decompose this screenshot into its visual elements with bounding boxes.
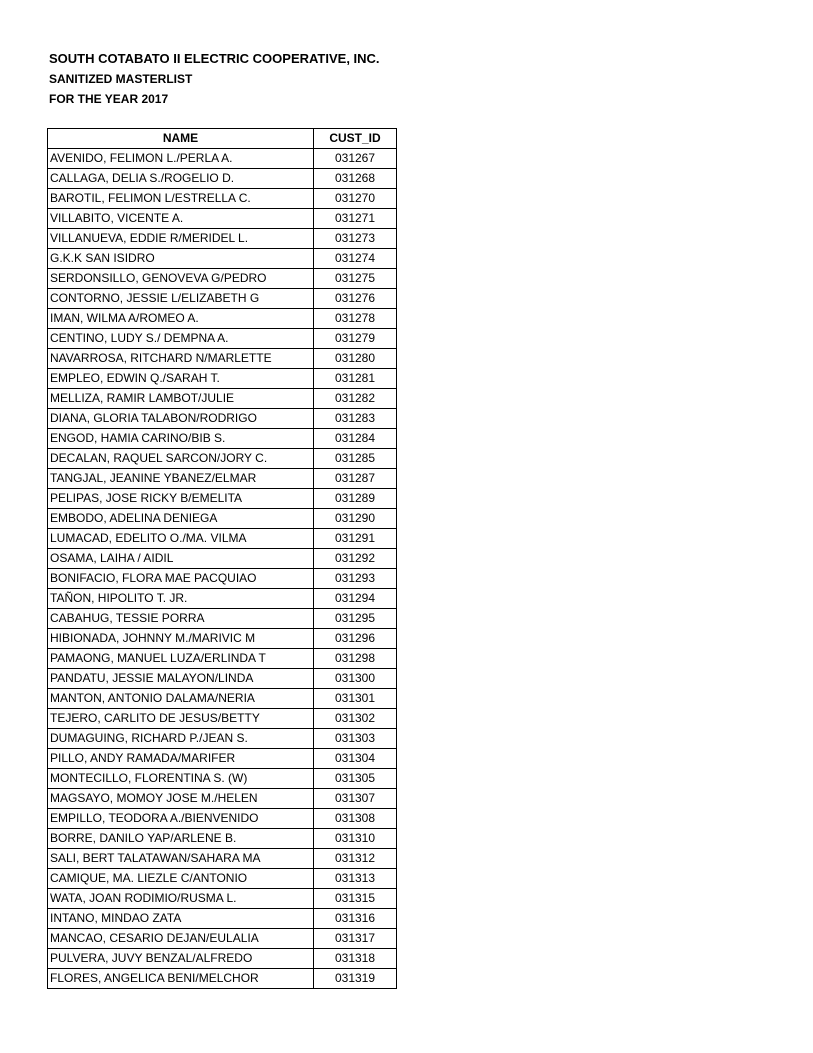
customer-name-cell: VILLABITO, VICENTE A. [48, 209, 314, 229]
customer-name-cell: MANCAO, CESARIO DEJAN/EULALIA [48, 929, 314, 949]
customer-name-cell: DUMAGUING, RICHARD P./JEAN S. [48, 729, 314, 749]
customer-id-cell: 031276 [314, 289, 397, 309]
customer-name-cell: OSAMA, LAIHA / AIDIL [48, 549, 314, 569]
customer-id-cell: 031316 [314, 909, 397, 929]
customer-name-cell: MANTON, ANTONIO DALAMA/NERIA [48, 689, 314, 709]
table-row [48, 489, 397, 509]
table-row [48, 849, 397, 869]
table-row [48, 609, 397, 629]
customer-name-cell: DIANA, GLORIA TALABON/RODRIGO [48, 409, 314, 429]
customer-id-cell: 031305 [314, 769, 397, 789]
table-row [48, 269, 397, 289]
table-row [48, 309, 397, 329]
customer-name-cell: MONTECILLO, FLORENTINA S. (W) [48, 769, 314, 789]
customer-id-cell: 031290 [314, 509, 397, 529]
table-row [48, 429, 397, 449]
table-row [48, 289, 397, 309]
customer-name-cell: BORRE, DANILO YAP/ARLENE B. [48, 829, 314, 849]
customer-name-cell: EMBODO, ADELINA DENIEGA [48, 509, 314, 529]
customer-name-cell: DECALAN, RAQUEL SARCON/JORY C. [48, 449, 314, 469]
customer-name-cell: CENTINO, LUDY S./ DEMPNA A. [48, 329, 314, 349]
table-row [48, 509, 397, 529]
customer-name-cell: NAVARROSA, RITCHARD N/MARLETTE [48, 349, 314, 369]
table-row [48, 569, 397, 589]
customer-name-cell: SALI, BERT TALATAWAN/SAHARA MA [48, 849, 314, 869]
table-row [48, 909, 397, 929]
table-row [48, 189, 397, 209]
customer-name-cell: BAROTIL, FELIMON L/ESTRELLA C. [48, 189, 314, 209]
customer-id-cell: 031284 [314, 429, 397, 449]
customer-id-cell: 031315 [314, 889, 397, 909]
customer-name-cell: TEJERO, CARLITO DE JESUS/BETTY [48, 709, 314, 729]
customer-name-cell: PILLO, ANDY RAMADA/MARIFER [48, 749, 314, 769]
table-row [48, 749, 397, 769]
table-row [48, 469, 397, 489]
customer-id-cell: 031275 [314, 269, 397, 289]
customer-id-cell: 031312 [314, 849, 397, 869]
customer-id-cell: 031268 [314, 169, 397, 189]
customer-name-cell: G.K.K SAN ISIDRO [48, 249, 314, 269]
customer-name-cell: ENGOD, HAMIA CARINO/BIB S. [48, 429, 314, 449]
customer-id-cell: 031295 [314, 609, 397, 629]
masterlist-table [47, 128, 397, 989]
table-row [48, 829, 397, 849]
customer-id-cell: 031298 [314, 649, 397, 669]
customer-name-cell: LUMACAD, EDELITO O./MA. VILMA [48, 529, 314, 549]
table-header-row [48, 129, 397, 149]
table-row [48, 889, 397, 909]
table-row [48, 549, 397, 569]
customer-id-cell: 031281 [314, 369, 397, 389]
customer-name-cell: AVENIDO, FELIMON L./PERLA A. [48, 149, 314, 169]
table-row [48, 969, 397, 989]
table-row [48, 869, 397, 889]
table-row [48, 949, 397, 969]
document-header [49, 49, 380, 109]
customer-id-cell: 031282 [314, 389, 397, 409]
customer-id-cell: 031313 [314, 869, 397, 889]
customer-name-cell: EMPLEO, EDWIN Q./SARAH T. [48, 369, 314, 389]
customer-id-cell: 031270 [314, 189, 397, 209]
table-row [48, 209, 397, 229]
table-row [48, 789, 397, 809]
table-row [48, 389, 397, 409]
customer-id-cell: 031302 [314, 709, 397, 729]
document-title: SANITIZED MASTERLIST [49, 72, 193, 86]
customer-name-cell: PELIPAS, JOSE RICKY B/EMELITA [48, 489, 314, 509]
customer-name-cell: CALLAGA, DELIA S./ROGELIO D. [48, 169, 314, 189]
customer-name-cell: SERDONSILLO, GENOVEVA G/PEDRO [48, 269, 314, 289]
customer-name-cell: VILLANUEVA, EDDIE R/MERIDEL L. [48, 229, 314, 249]
customer-name-cell: PULVERA, JUVY BENZAL/ALFREDO [48, 949, 314, 969]
table-row [48, 529, 397, 549]
customer-id-cell: 031279 [314, 329, 397, 349]
customer-name-cell: CAMIQUE, MA. LIEZLE C/ANTONIO [48, 869, 314, 889]
table-row [48, 449, 397, 469]
customer-id-cell: 031285 [314, 449, 397, 469]
table-row [48, 329, 397, 349]
table-row [48, 809, 397, 829]
customer-id-cell: 031287 [314, 469, 397, 489]
customer-id-cell: 031289 [314, 489, 397, 509]
customer-id-cell: 031273 [314, 229, 397, 249]
table-row [48, 669, 397, 689]
customer-id-cell: 031310 [314, 829, 397, 849]
customer-id-cell: 031293 [314, 569, 397, 589]
customer-id-cell: 031280 [314, 349, 397, 369]
column-header-name: NAME [48, 129, 314, 149]
table-row [48, 409, 397, 429]
table-row [48, 249, 397, 269]
customer-id-cell: 031294 [314, 589, 397, 609]
table-row [48, 929, 397, 949]
customer-name-cell: PAMAONG, MANUEL LUZA/ERLINDA T [48, 649, 314, 669]
customer-id-cell: 031283 [314, 409, 397, 429]
table-row [48, 709, 397, 729]
table-row [48, 229, 397, 249]
customer-id-cell: 031296 [314, 629, 397, 649]
customer-id-cell: 031319 [314, 969, 397, 989]
customer-id-cell: 031303 [314, 729, 397, 749]
table-row [48, 629, 397, 649]
customer-id-cell: 031271 [314, 209, 397, 229]
customer-id-cell: 031267 [314, 149, 397, 169]
customer-id-cell: 031301 [314, 689, 397, 709]
customer-id-cell: 031304 [314, 749, 397, 769]
customer-name-cell: WATA, JOAN RODIMIO/RUSMA L. [48, 889, 314, 909]
table-row [48, 349, 397, 369]
document-year: FOR THE YEAR 2017 [49, 92, 169, 106]
table-row [48, 689, 397, 709]
customer-name-cell: MELLIZA, RAMIR LAMBOT/JULIE [48, 389, 314, 409]
customer-name-cell: BONIFACIO, FLORA MAE PACQUIAO [48, 569, 314, 589]
customer-id-cell: 031292 [314, 549, 397, 569]
table-row [48, 729, 397, 749]
customer-name-cell: INTANO, MINDAO ZATA [48, 909, 314, 929]
customer-name-cell: TANGJAL, JEANINE YBANEZ/ELMAR [48, 469, 314, 489]
customer-id-cell: 031318 [314, 949, 397, 969]
table-body [48, 149, 397, 989]
customer-id-cell: 031291 [314, 529, 397, 549]
organization-name: SOUTH COTABATO II ELECTRIC COOPERATIVE, INC. [49, 51, 380, 66]
customer-name-cell: FLORES, ANGELICA BENI/MELCHOR [48, 969, 314, 989]
customer-name-cell: CABAHUG, TESSIE PORRA [48, 609, 314, 629]
column-header-cust-id: CUST_ID [314, 129, 397, 149]
customer-name-cell: CONTORNO, JESSIE L/ELIZABETH G [48, 289, 314, 309]
customer-name-cell: PANDATU, JESSIE MALAYON/LINDA [48, 669, 314, 689]
customer-name-cell: IMAN, WILMA A/ROMEO A. [48, 309, 314, 329]
table-row [48, 169, 397, 189]
table-row [48, 369, 397, 389]
customer-id-cell: 031307 [314, 789, 397, 809]
table-row [48, 149, 397, 169]
customer-id-cell: 031317 [314, 929, 397, 949]
customer-id-cell: 031308 [314, 809, 397, 829]
customer-id-cell: 031274 [314, 249, 397, 269]
customer-id-cell: 031300 [314, 669, 397, 689]
customer-name-cell: HIBIONADA, JOHNNY M./MARIVIC M [48, 629, 314, 649]
table-row [48, 589, 397, 609]
customer-name-cell: TAÑON, HIPOLITO T. JR. [48, 589, 314, 609]
customer-id-cell: 031278 [314, 309, 397, 329]
customer-name-cell: EMPILLO, TEODORA A./BIENVENIDO [48, 809, 314, 829]
customer-name-cell: MAGSAYO, MOMOY JOSE M./HELEN [48, 789, 314, 809]
table-row [48, 769, 397, 789]
table-row [48, 649, 397, 669]
